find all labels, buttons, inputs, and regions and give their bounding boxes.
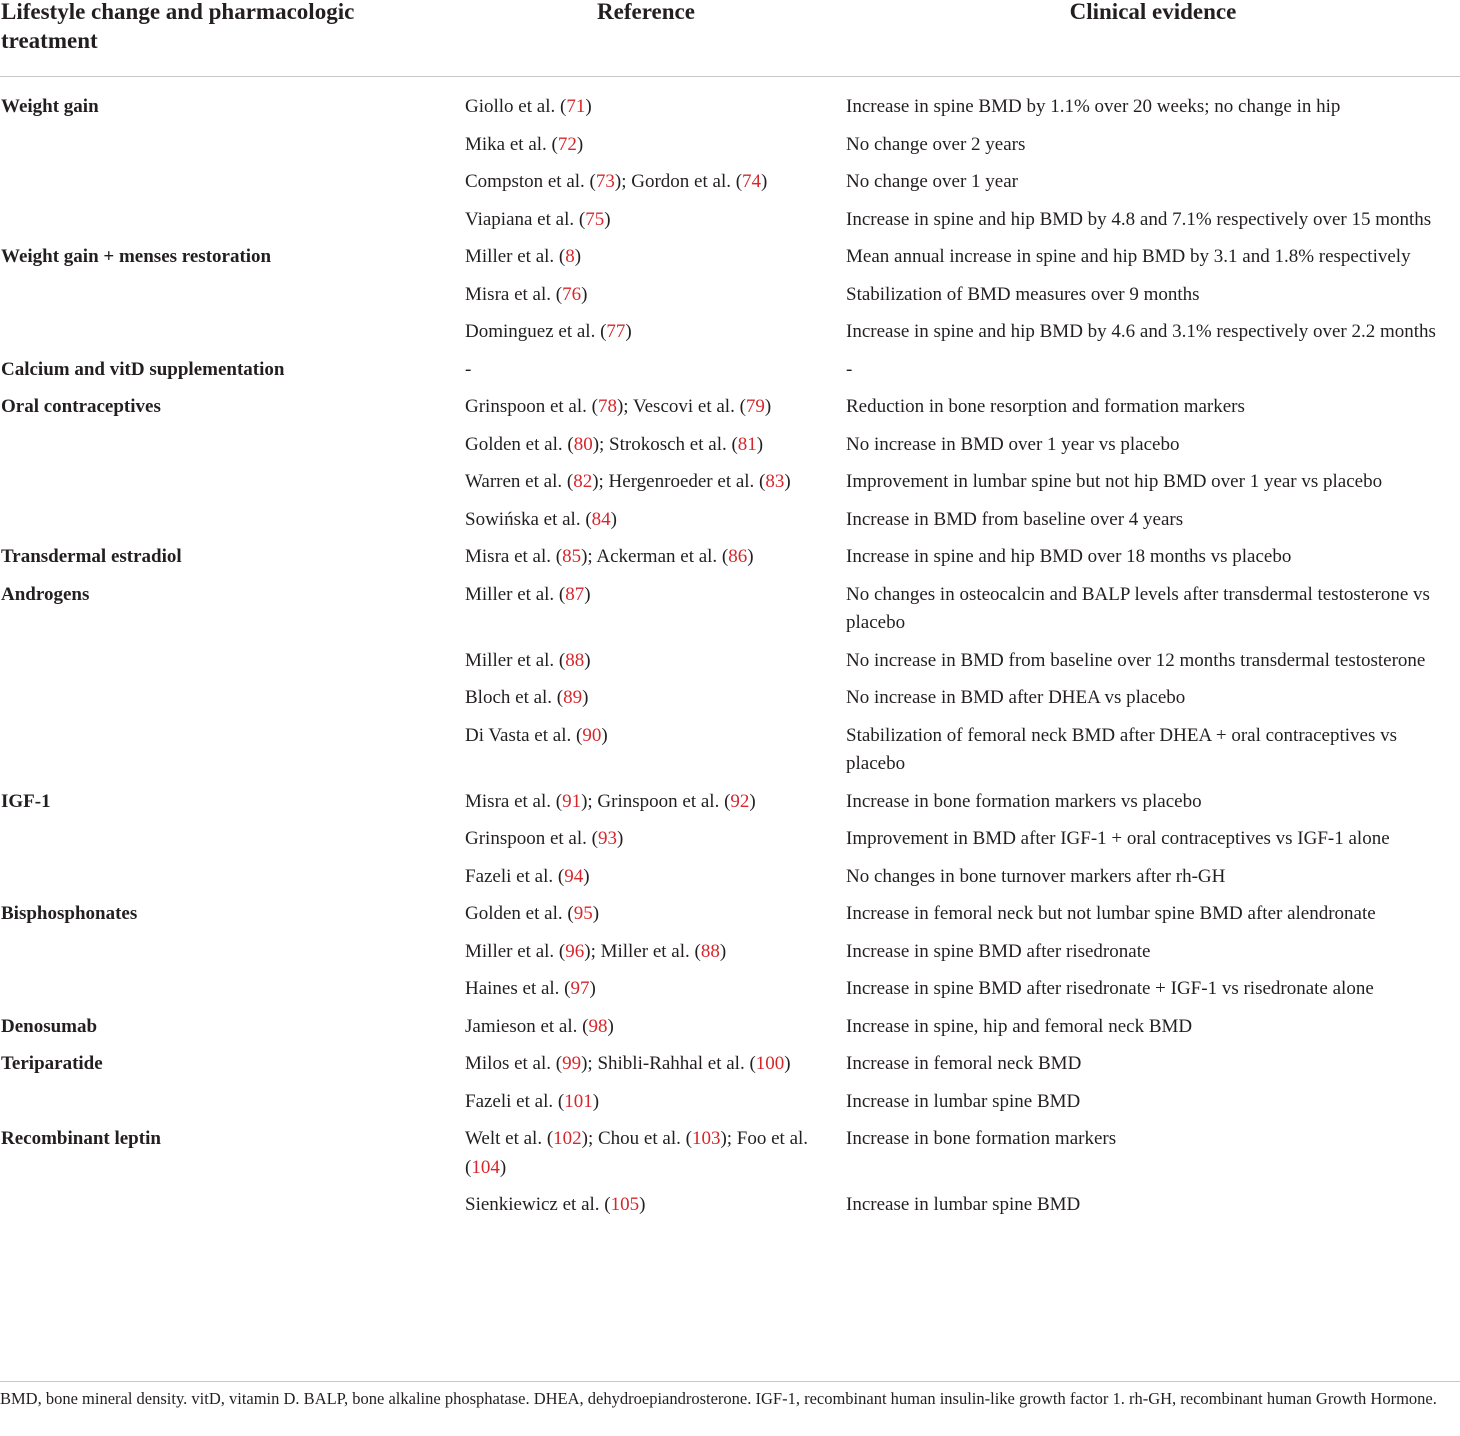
evidence-cell: Increase in lumbar spine BMD xyxy=(846,1194,1081,1215)
citation-link[interactable]: 101 xyxy=(564,1090,593,1112)
table-row xyxy=(0,243,1460,281)
reference-cell xyxy=(465,1191,846,1220)
table-row xyxy=(0,788,1460,826)
table-row xyxy=(0,131,1460,169)
evidence-cell: Stabilization of BMD measures over 9 months xyxy=(846,283,1200,305)
citation-link[interactable]: 88 xyxy=(565,649,585,671)
citation-link[interactable]: 87 xyxy=(565,583,585,605)
evidence-cell: No change over 2 years xyxy=(846,133,1026,155)
column-header-treatment: Lifestyle change and pharmacologic treatment xyxy=(1,0,355,53)
citation-link[interactable]: 76 xyxy=(562,283,582,305)
table-row xyxy=(0,1013,1460,1051)
evidence-cell: No increase in BMD after DHEA vs placebo xyxy=(846,687,1186,708)
table-row xyxy=(0,93,1460,131)
table-row xyxy=(0,506,1460,544)
treatment-cell: Androgens xyxy=(1,583,90,605)
reference-text: Viapiana et al. ( xyxy=(465,208,586,230)
reference-cell xyxy=(465,393,846,422)
treatment-cell: Oral contraceptives xyxy=(1,396,161,417)
table-row xyxy=(0,863,1460,901)
reference-cell xyxy=(465,1050,846,1079)
evidence-cell: Mean annual increase in spine and hip BMD by 3.1 and 1.8% respectively xyxy=(846,246,1411,267)
column-header-clinical-evidence: Clinical evidence xyxy=(1069,0,1237,24)
reference-cell xyxy=(465,788,846,817)
reference-text: Miller et al. ( xyxy=(465,583,566,605)
citation-link[interactable]: 99 xyxy=(562,1053,582,1074)
reference-text: Mika et al. ( xyxy=(465,133,558,155)
reference-text: ) xyxy=(585,96,592,117)
reference-cell xyxy=(465,1013,846,1042)
reference-text: Grinspoon et al. ( xyxy=(465,396,598,417)
reference-text: - xyxy=(465,358,472,380)
citation-link[interactable]: 82 xyxy=(573,471,593,492)
table-row xyxy=(0,168,1460,206)
reference-text: Sienkiewicz et al. ( xyxy=(465,1194,611,1215)
reference-text: ) xyxy=(574,246,582,267)
evidence-cell: Increase in spine BMD after risedronate + IGF-1 vs risedronate alone xyxy=(846,978,1374,999)
reference-cell xyxy=(465,975,846,1004)
citation-link[interactable]: 73 xyxy=(595,171,615,192)
reference-text: ) xyxy=(589,978,596,999)
reference-text: ) xyxy=(581,283,588,305)
table-body xyxy=(0,93,1460,1229)
reference-text: Fazeli et al. ( xyxy=(465,1090,565,1112)
citation-link[interactable]: 77 xyxy=(606,321,626,342)
reference-cell xyxy=(465,431,846,460)
evidence-cell: No changes in osteocalcin and BALP levels after transdermal testosterone vs placebo xyxy=(846,583,1430,633)
reference-cell xyxy=(465,825,846,854)
reference-text: ) xyxy=(584,649,591,671)
reference-text: ) xyxy=(601,724,608,746)
treatment-cell: Teriparatide xyxy=(1,1053,103,1074)
reference-text: ) xyxy=(610,508,617,530)
reference-cell xyxy=(465,318,846,347)
reference-cell xyxy=(465,938,846,967)
citation-link[interactable]: 79 xyxy=(745,396,765,417)
evidence-cell: Improvement in lumbar spine but not hip BMD over 1 year vs placebo xyxy=(846,471,1383,492)
reference-text: Welt et al. ( xyxy=(465,1128,554,1149)
citation-link[interactable]: 93 xyxy=(597,828,617,849)
evidence-cell: Increase in spine and hip BMD by 4.8 and 7.1% respectively over 15 months xyxy=(846,208,1432,230)
reference-text: ); Vescovi et al. ( xyxy=(616,396,746,417)
reference-cell xyxy=(465,468,846,497)
table-row xyxy=(0,1050,1460,1088)
reference-text: ); Foo et al. ( xyxy=(465,1128,809,1178)
table-row xyxy=(0,468,1460,506)
citation-link[interactable]: 88 xyxy=(700,940,720,962)
citation-link[interactable]: 90 xyxy=(582,724,602,746)
reference-text: ) xyxy=(616,828,624,849)
reference-text: Di Vasta et al. ( xyxy=(465,724,583,746)
citation-link[interactable]: 84 xyxy=(591,508,611,530)
reference-cell xyxy=(465,581,846,610)
citation-link[interactable]: 103 xyxy=(691,1128,721,1149)
reference-cell xyxy=(465,356,846,385)
reference-text: Misra et al. ( xyxy=(465,790,563,812)
reference-text: ); Gordon et al. ( xyxy=(614,171,743,192)
table-row xyxy=(0,393,1460,431)
reference-text: ) xyxy=(607,1015,614,1037)
evidence-cell: Increase in BMD from baseline over 4 years xyxy=(846,508,1184,530)
reference-text: ) xyxy=(719,940,727,962)
reference-text: Golden et al. ( xyxy=(465,433,574,455)
table-row xyxy=(0,825,1460,863)
reference-text: ) xyxy=(584,583,591,605)
citation-link[interactable]: 74 xyxy=(742,171,762,192)
table-footnote: BMD, bone mineral density. vitD, vitamin D. BALP, bone alkaline phosphatase. DHEA, dehydroepiandrosterone. IGF-1, recombinant human insulin-like growth factor 1. rh-GH, recombinant human Growth Hormone. xyxy=(0,1381,1460,1411)
reference-text: ) xyxy=(639,1194,646,1215)
reference-text: ) xyxy=(583,865,590,887)
reference-text: ); Ackerman et al. ( xyxy=(581,546,729,567)
reference-text: ) xyxy=(604,208,611,230)
evidence-cell: - xyxy=(846,358,853,380)
reference-text: ) xyxy=(784,471,791,492)
reference-text: Misra et al. ( xyxy=(465,546,563,567)
table-row xyxy=(0,938,1460,976)
reference-text: Bloch et al. ( xyxy=(465,687,564,708)
reference-text: ); Hergenroeder et al. ( xyxy=(592,471,766,492)
reference-text: ) xyxy=(582,687,589,708)
reference-text: ) xyxy=(761,171,768,192)
citation-link[interactable]: 105 xyxy=(610,1194,640,1215)
table-row xyxy=(0,431,1460,469)
citation-link[interactable]: 72 xyxy=(557,133,577,155)
evidence-cell: Increase in femoral neck BMD xyxy=(846,1053,1082,1074)
table-row xyxy=(0,975,1460,1013)
evidence-cell: Increase in bone formation markers xyxy=(846,1128,1117,1149)
evidence-cell: Increase in bone formation markers vs placebo xyxy=(846,790,1202,812)
evidence-cell: Reduction in bone resorption and formation markers xyxy=(846,396,1245,417)
reference-text: Fazeli et al. ( xyxy=(465,865,565,887)
citation-link[interactable]: 85 xyxy=(562,546,582,567)
citation-link[interactable]: 83 xyxy=(765,471,785,492)
table-row xyxy=(0,684,1460,722)
table-row xyxy=(0,581,1460,647)
citation-link[interactable]: 92 xyxy=(730,790,750,812)
citation-link[interactable]: 97 xyxy=(570,978,590,999)
reference-cell xyxy=(465,1088,846,1117)
reference-cell xyxy=(465,243,846,272)
treatment-cell: Weight gain xyxy=(1,96,99,117)
table-row xyxy=(0,318,1460,356)
evidence-cell: No increase in BMD from baseline over 12 months transdermal testosterone xyxy=(846,649,1426,671)
reference-text: Miller et al. ( xyxy=(465,649,566,671)
table-row xyxy=(0,900,1460,938)
citation-link[interactable]: 8 xyxy=(565,246,575,267)
treatment-cell: Bisphosphonates xyxy=(1,903,138,924)
reference-text: ); Shibli-Rahhal et al. ( xyxy=(581,1053,756,1074)
reference-cell xyxy=(465,131,846,160)
reference-cell xyxy=(465,722,846,751)
citation-link[interactable]: 100 xyxy=(755,1053,785,1074)
evidence-cell: Increase in spine, hip and femoral neck BMD xyxy=(846,1015,1193,1037)
evidence-cell: Increase in spine BMD after risedronate xyxy=(846,940,1151,962)
reference-cell xyxy=(465,900,846,929)
reference-text: Milos et al. ( xyxy=(465,1053,563,1074)
evidence-cell: Increase in spine BMD by 1.1% over 20 weeks; no change in hip xyxy=(846,96,1341,117)
reference-cell xyxy=(465,543,846,572)
reference-text: ) xyxy=(764,396,772,417)
reference-text: ) xyxy=(784,1053,791,1074)
reference-cell xyxy=(465,506,846,535)
reference-text: ); Chou et al. ( xyxy=(581,1128,692,1149)
citation-link[interactable]: 102 xyxy=(553,1128,582,1149)
evidence-cell: No increase in BMD over 1 year vs placebo xyxy=(846,433,1180,455)
reference-text: Misra et al. ( xyxy=(465,283,563,305)
treatment-cell: Transdermal estradiol xyxy=(1,546,182,567)
table-row xyxy=(0,206,1460,244)
reference-text: Haines et al. ( xyxy=(465,978,571,999)
table-row xyxy=(0,543,1460,581)
treatment-cell: IGF-1 xyxy=(1,790,51,812)
evidence-cell: No changes in bone turnover markers after rh-GH xyxy=(846,865,1226,887)
treatment-cell: Denosumab xyxy=(1,1015,98,1037)
evidence-cell: Increase in femoral neck but not lumbar spine BMD after alendronate xyxy=(846,903,1376,924)
reference-text: ) xyxy=(756,433,764,455)
reference-cell xyxy=(465,281,846,310)
citation-link[interactable]: 80 xyxy=(573,433,593,455)
table-row xyxy=(0,1125,1460,1191)
reference-text: ) xyxy=(592,1090,600,1112)
reference-text: ) xyxy=(499,1156,507,1178)
reference-text: ); Grinspoon et al. ( xyxy=(581,790,731,812)
reference-cell xyxy=(465,684,846,713)
citation-link[interactable]: 78 xyxy=(597,396,617,417)
table-row xyxy=(0,1191,1460,1229)
treatment-cell: Weight gain + menses restoration xyxy=(1,246,272,267)
reference-cell xyxy=(465,168,846,197)
reference-text: Giollo et al. ( xyxy=(465,96,567,117)
reference-text: Miller et al. ( xyxy=(465,246,566,267)
evidence-cell: No change over 1 year xyxy=(846,171,1018,192)
treatment-cell: Recombinant leptin xyxy=(1,1128,161,1149)
column-header-reference: Reference xyxy=(597,0,695,24)
reference-text: ) xyxy=(747,546,754,567)
reference-text: Grinspoon et al. ( xyxy=(465,828,598,849)
reference-text: Compston et al. ( xyxy=(465,171,596,192)
reference-text: ) xyxy=(576,133,584,155)
evidence-cell: Increase in lumbar spine BMD xyxy=(846,1090,1081,1112)
evidence-cell: Stabilization of femoral neck BMD after DHEA + oral contraceptives vs placebo xyxy=(846,724,1397,774)
reference-text: Dominguez et al. ( xyxy=(465,321,607,342)
table-row xyxy=(0,647,1460,685)
citation-link[interactable]: 81 xyxy=(737,433,757,455)
table-row xyxy=(0,722,1460,788)
reference-text: ) xyxy=(625,321,632,342)
citation-link[interactable]: 96 xyxy=(565,940,585,962)
reference-text: Sowińska et al. ( xyxy=(465,508,592,530)
reference-cell xyxy=(465,206,846,235)
citation-link[interactable]: 98 xyxy=(588,1015,608,1037)
citation-link[interactable]: 94 xyxy=(564,865,584,887)
table-row xyxy=(0,356,1460,394)
citation-link[interactable]: 104 xyxy=(471,1156,500,1178)
citation-link[interactable]: 71 xyxy=(566,96,586,117)
evidence-cell: Improvement in BMD after IGF-1 + oral contraceptives vs IGF-1 alone xyxy=(846,828,1390,849)
reference-cell xyxy=(465,1125,846,1182)
reference-text: ) xyxy=(749,790,756,812)
reference-cell xyxy=(465,647,846,676)
citation-link[interactable]: 91 xyxy=(562,790,582,812)
reference-cell xyxy=(465,863,846,892)
treatment-cell: Calcium and vitD supplementation xyxy=(1,358,285,380)
reference-text: Miller et al. ( xyxy=(465,940,566,962)
citation-link[interactable]: 95 xyxy=(573,903,593,924)
evidence-cell: Increase in spine and hip BMD over 18 months vs placebo xyxy=(846,546,1292,567)
reference-text: ); Miller et al. ( xyxy=(584,940,701,962)
table-header xyxy=(0,0,1460,77)
evidence-cell: Increase in spine and hip BMD by 4.6 and 3.1% respectively over 2.2 months xyxy=(846,321,1436,342)
citation-link[interactable]: 75 xyxy=(585,208,605,230)
reference-text: Warren et al. ( xyxy=(465,471,574,492)
citation-link[interactable]: 89 xyxy=(563,687,583,708)
reference-text: ); Strokosch et al. ( xyxy=(592,433,738,455)
reference-text: ) xyxy=(592,903,600,924)
reference-text: Golden et al. ( xyxy=(465,903,574,924)
reference-cell xyxy=(465,93,846,122)
table-row xyxy=(0,1088,1460,1126)
table-row xyxy=(0,281,1460,319)
citation-link[interactable]: 86 xyxy=(728,546,748,567)
reference-text: Jamieson et al. ( xyxy=(465,1015,589,1037)
